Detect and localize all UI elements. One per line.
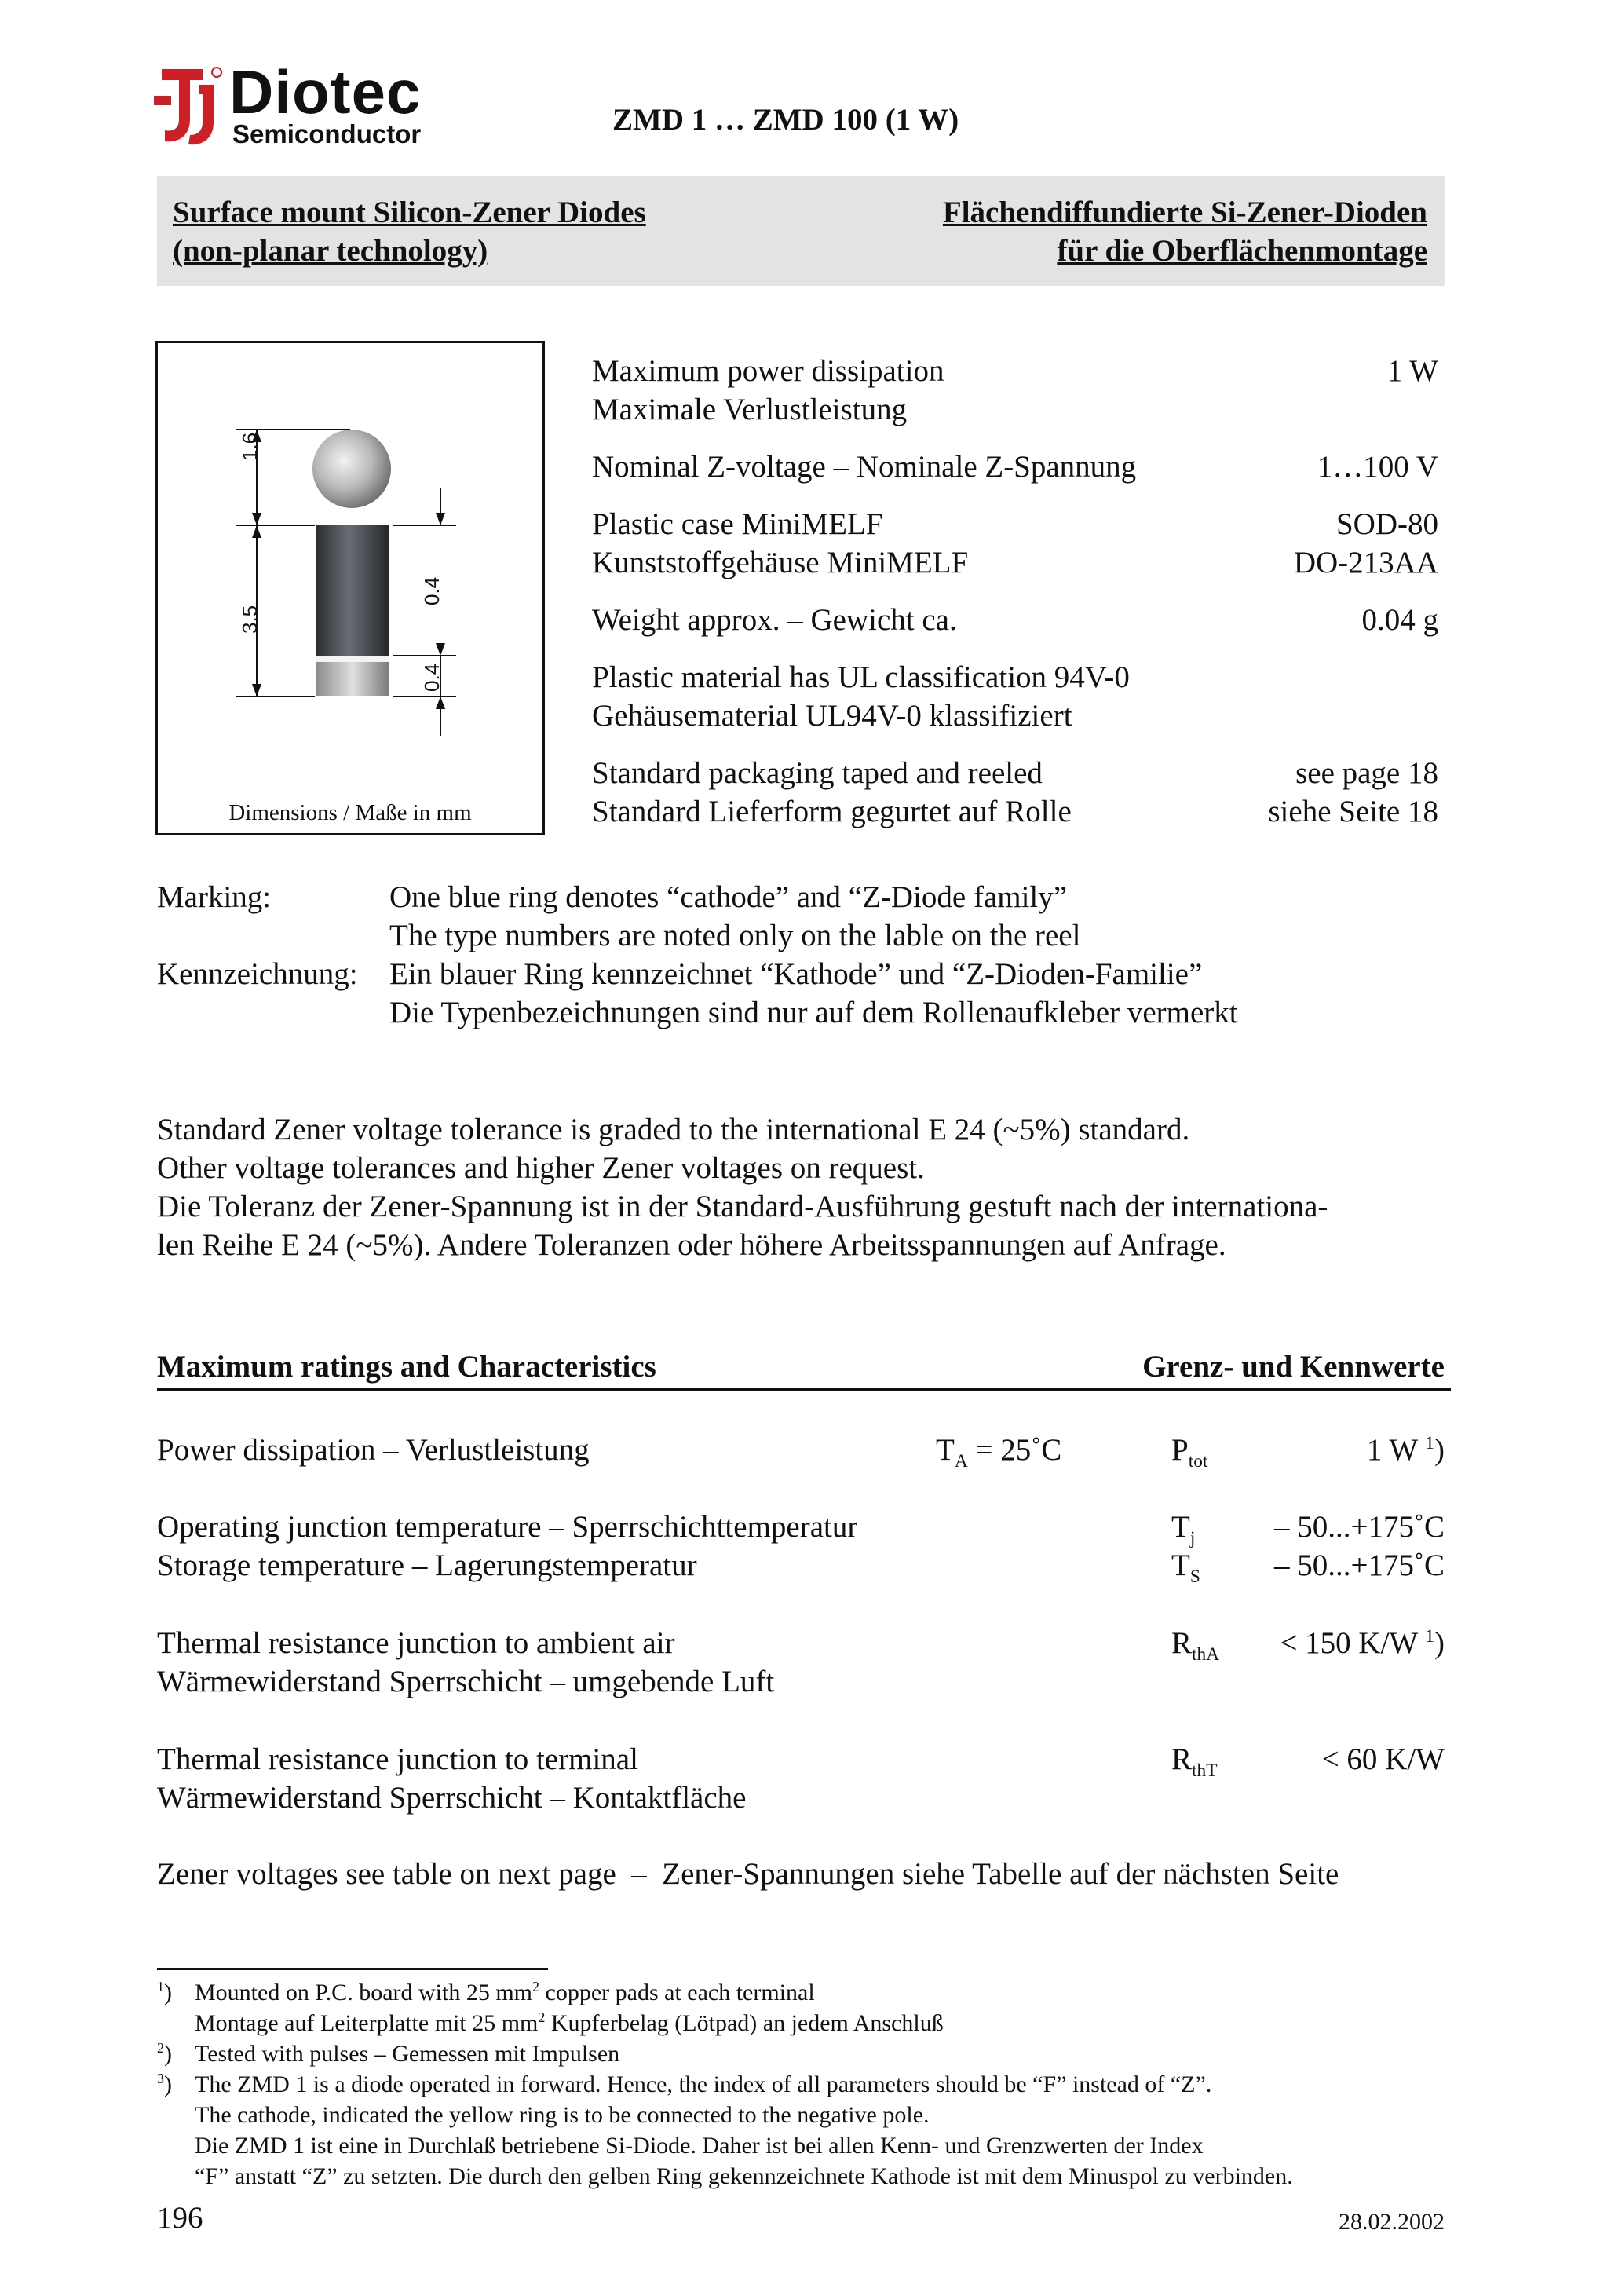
spec-0-value1: 1 W xyxy=(1386,354,1438,388)
doc-title: ZMD 1 … ZMD 100 (1 W) xyxy=(612,103,959,137)
footnote-1-marker: $^1$) xyxy=(157,1979,172,2005)
spec-0-label2: Maximale Verlustleistung xyxy=(592,393,908,426)
rating-1-label1: Operating junction temperature – Sperrschichttemperatur xyxy=(157,1510,858,1544)
tolerance-line-3: Die Toleranz der Zener-Spannung ist in der Standard-Ausführung gestuft nach der internationa- xyxy=(157,1190,1328,1223)
footnote-2-text: Tested with pulses – Gemessen mit Impulsen xyxy=(195,2041,620,2067)
cathode-band xyxy=(316,656,389,662)
end-view-ball xyxy=(312,430,391,508)
package-drawing-frame xyxy=(155,341,545,835)
marking-de-line2: Die Typenbezeichnungen sind nur auf dem Rollenaufkleber vermerkt xyxy=(389,996,1238,1029)
marking-label-en: Marking: xyxy=(157,880,272,914)
footer-date: 28.02.2002 xyxy=(1339,2209,1445,2235)
dim-label-0-4-upper: 0.4 xyxy=(420,576,444,605)
footnote-3-line2: The cathode, indicated the yellow ring is to be connected to the negative pole. xyxy=(195,2102,930,2128)
footnote-2-marker: $^2$) xyxy=(157,2040,172,2067)
rating-1-label2: Storage temperature – Lagerungstemperatur xyxy=(157,1548,697,1582)
spec-2-value2: DO-213AA xyxy=(1293,546,1438,579)
rating-3-label1: Thermal resistance junction to terminal xyxy=(157,1742,638,1776)
rating-3-value1: < 60 K/W xyxy=(1321,1742,1445,1776)
marking-de-line1: Ein blauer Ring kennzeichnet “Kathode” und “Z-Dioden-Familie” xyxy=(389,957,1203,991)
title-banner xyxy=(157,176,1445,286)
footnote-3-line3: Die ZMD 1 ist eine in Durchlaß betriebene Si-Diode. Daher ist bei allen Kenn- und Grenzwerten der Index xyxy=(195,2133,1204,2159)
banner-de-line1: Flächendiffundierte Si-Zener-Dioden xyxy=(942,196,1427,229)
ratings-rule xyxy=(157,1388,1451,1391)
logo xyxy=(154,57,437,151)
footnote-3-marker: $^3$) xyxy=(157,2071,172,2097)
footnote-1-line2: Montage auf Leiterplatte mit 25 $mm^2$ Kupferbelag (Lötpad) an jedem Anschluß xyxy=(195,2009,944,2036)
footnote-1-line1: Mounted on P.C. board with 25 $mm^2$ copper pads at each terminal xyxy=(195,1979,815,2005)
rating-2-value1: < 150 K/W $^1$) xyxy=(1280,1626,1445,1660)
spec-3-label1: Weight approx. – Gewicht ca. xyxy=(592,603,957,637)
footnote-3-line4: “F” anstatt “Z” zu setzten. Die durch den gelben Ring gekennzeichnete Kathode ist mit dem Minuspol zu verbinden. xyxy=(195,2163,1293,2189)
marking-label-de: Kennzeichnung: xyxy=(157,957,358,991)
banner-en-line1: Surface mount Silicon-Zener Diodes xyxy=(173,196,646,229)
logo-name: Diotec xyxy=(229,57,422,126)
footnote-3-line1: The ZMD 1 is a diode operated in forward. Hence, the index of all parameters should be “F” instead of “Z”. xyxy=(195,2071,1212,2097)
dim-label-0-4-lower: 0.4 xyxy=(420,663,444,692)
drawing-caption: Dimensions / Maße in mm xyxy=(228,800,472,825)
footnote-rule xyxy=(157,1968,548,1970)
spec-1-value1: 1…100 V xyxy=(1317,450,1438,484)
dim-label-3-5: 3.5 xyxy=(238,605,261,634)
rating-3-symbol: $R_{thT}$ xyxy=(1171,1742,1218,1781)
spec-0-label1: Maximum power dissipation xyxy=(592,354,944,388)
dim-label-1-6: 1.6 xyxy=(238,432,261,461)
spec-5-value2: siehe Seite 18 xyxy=(1268,795,1438,828)
rating-1-value1: – 50...+175˚C xyxy=(1274,1510,1445,1544)
diotec-logo-icon xyxy=(154,64,225,146)
logo-subtitle: Semiconductor xyxy=(232,119,422,148)
ratings-title-de: Grenz- und Kennwerte xyxy=(1142,1350,1445,1384)
spec-1-label1: Nominal Z-voltage – Nominale Z-Spannung xyxy=(592,450,1137,484)
spec-4-label1: Plastic material has UL classification 94V-0 xyxy=(592,660,1130,694)
ratings-title-en: Maximum ratings and Characteristics xyxy=(157,1350,656,1384)
next-page-note: Zener voltages see table on next page – Zener-Spannungen siehe Tabelle auf der nächsten Seite xyxy=(157,1857,1339,1891)
spec-5-label1: Standard packaging taped and reeled xyxy=(592,756,1043,790)
tolerance-line-1: Standard Zener voltage tolerance is graded to the international E 24 (~5%) standard. xyxy=(157,1113,1190,1146)
rating-1-symbol2: $T_S$ xyxy=(1171,1548,1200,1587)
rating-2-label2: Wärmewiderstand Sperrschicht – umgebende Luft xyxy=(157,1665,775,1698)
spec-4-label2: Gehäusematerial UL94V-0 klassifiziert xyxy=(592,699,1072,733)
diode-body xyxy=(316,525,389,675)
rating-2-symbol: $R_{thA}$ xyxy=(1171,1626,1220,1665)
rating-0-label1: Power dissipation – Verlustleistung xyxy=(157,1433,590,1467)
minimelf-dimension-drawing xyxy=(158,343,542,783)
banner-de-line2: für die Oberflächenmontage xyxy=(1057,234,1427,268)
marking-en-line2: The type numbers are noted only on the lable on the reel xyxy=(389,919,1081,952)
page-number: 196 xyxy=(157,2201,203,2235)
spec-2-label2: Kunststoffgehäuse MiniMELF xyxy=(592,546,969,579)
rating-0-condition: $T_A$ = 25˚C xyxy=(936,1433,1062,1472)
end-cap xyxy=(316,662,389,696)
rating-0-value1: 1 W $^1$) xyxy=(1366,1433,1445,1467)
banner-en-line2: (non-planar technology) xyxy=(173,234,488,268)
spec-3-value1: 0.04 g xyxy=(1361,603,1438,637)
spec-2-value1: SOD-80 xyxy=(1335,507,1438,541)
rating-1-symbol: $T_j$ xyxy=(1171,1510,1196,1548)
marking-en-line1: One blue ring denotes “cathode” and “Z-Diode family” xyxy=(389,880,1068,914)
rating-2-label1: Thermal resistance junction to ambient air xyxy=(157,1626,675,1660)
tolerance-line-2: Other voltage tolerances and higher Zener voltages on request. xyxy=(157,1151,925,1185)
spec-5-label2: Standard Lieferform gegurtet auf Rolle xyxy=(592,795,1072,828)
spec-5-value1: see page 18 xyxy=(1295,756,1438,790)
tolerance-line-4: len Reihe E 24 (~5%). Andere Toleranzen oder höhere Arbeitsspannungen auf Anfrage. xyxy=(157,1228,1226,1262)
rating-0-symbol: $P_{tot}$ xyxy=(1171,1433,1208,1472)
rating-1-value2: – 50...+175˚C xyxy=(1274,1548,1445,1582)
rating-3-label2: Wärmewiderstand Sperrschicht – Kontaktfläche xyxy=(157,1781,747,1815)
spec-2-label1: Plastic case MiniMELF xyxy=(592,507,883,541)
